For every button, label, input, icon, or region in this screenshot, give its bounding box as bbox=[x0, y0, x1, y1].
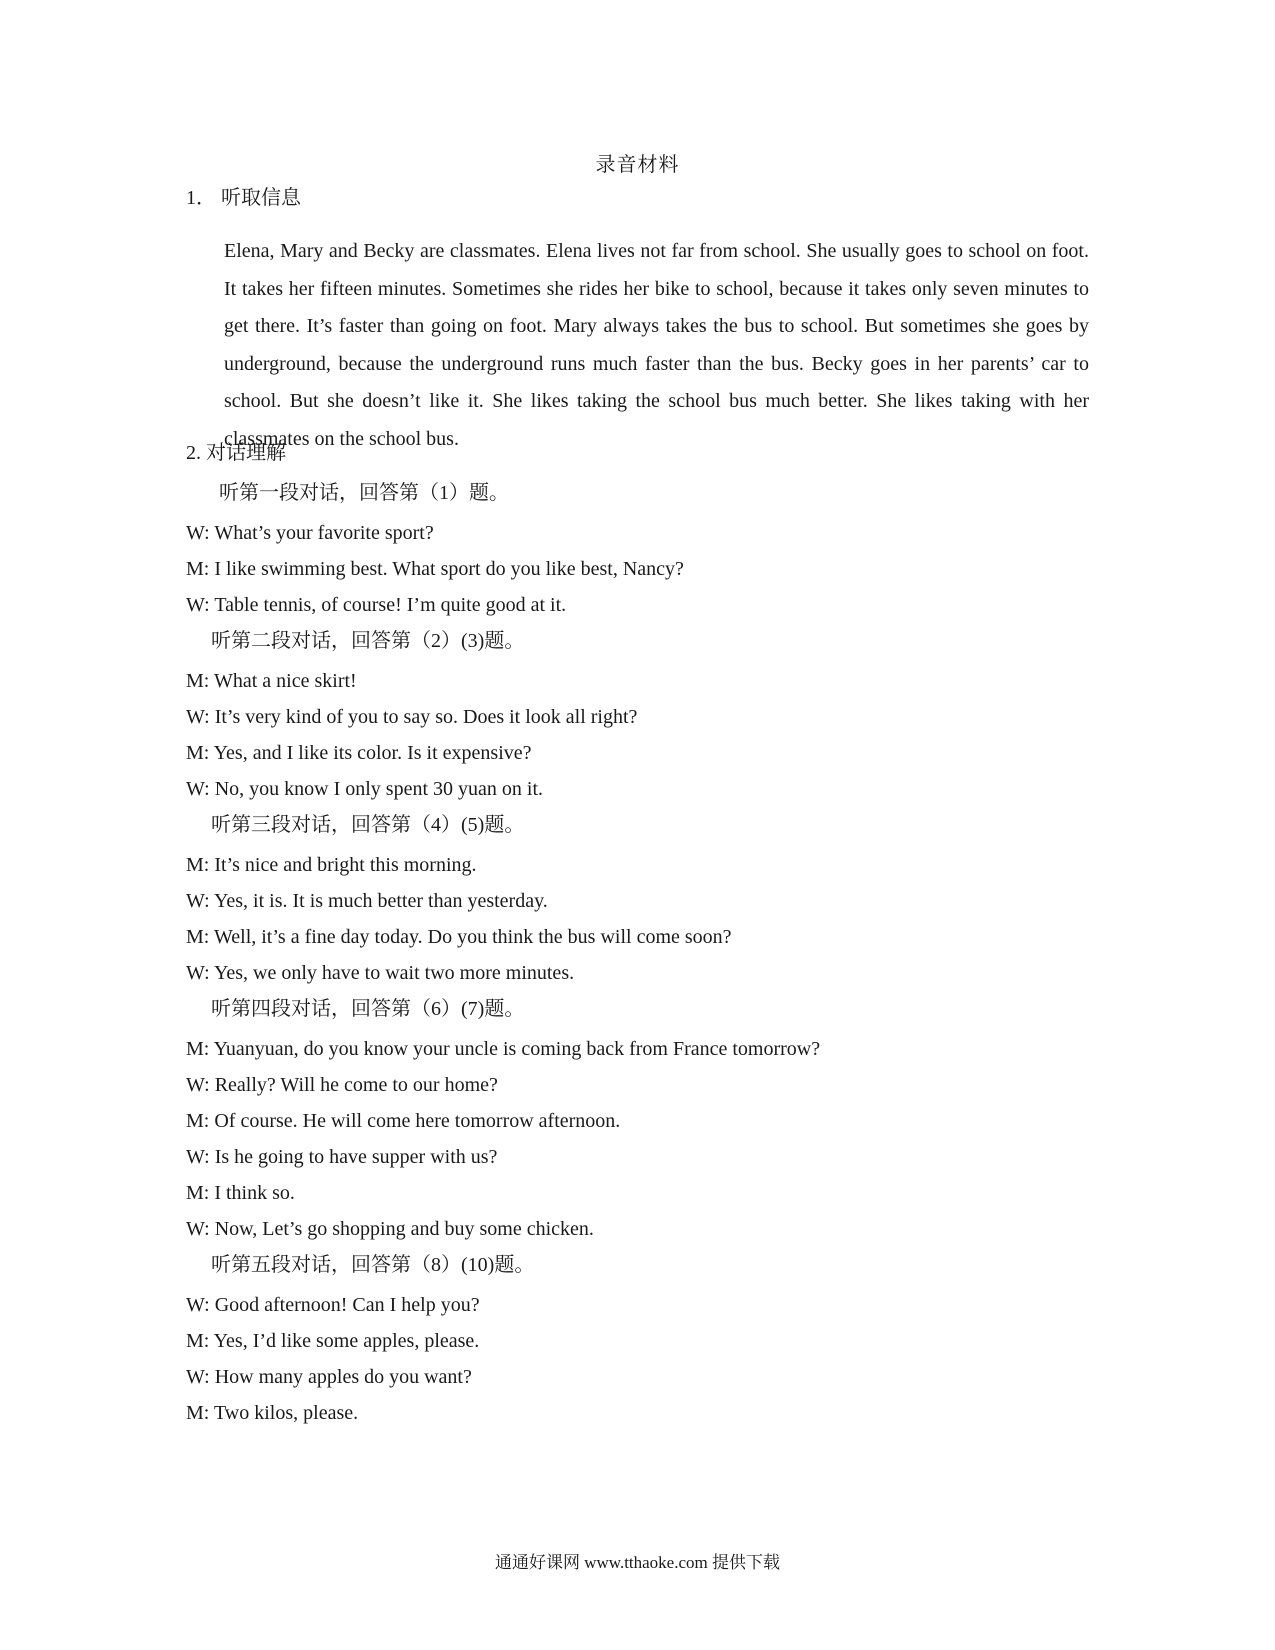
dialogue4-line: M: Yuanyuan, do you know your uncle is coming back from France tomorrow? bbox=[186, 1038, 821, 1060]
dialogue5-line: W: How many apples do you want? bbox=[186, 1366, 472, 1388]
dialogue3-line: M: Well, it’s a fine day today. Do you think the bus will come soon? bbox=[186, 926, 732, 948]
dialogue2-line: M: Yes, and I like its color. Is it expensive? bbox=[186, 742, 532, 764]
dialogue2-line: W: No, you know I only spent 30 yuan on it. bbox=[186, 778, 544, 800]
dialogue3-line: M: It’s nice and bright this morning. bbox=[186, 854, 477, 876]
dialogue2-cue: 听第二段对话，回答第（2）(3)题。 bbox=[211, 630, 525, 652]
section2-heading: 2. 对话理解 bbox=[186, 442, 286, 464]
dialogue2-line: M: What a nice skirt! bbox=[186, 670, 357, 692]
dialogue1-line: W: Table tennis, of course! I’m quite good at it. bbox=[186, 594, 567, 616]
page-footer: 通通好课网 www.tthaoke.com 提供下载 bbox=[494, 1553, 781, 1572]
dialogue1-line: W: What’s your favorite sport? bbox=[186, 522, 434, 544]
dialogue2-line: W: It’s very kind of you to say so. Does it look all right? bbox=[186, 706, 638, 728]
page-title: 录音材料 bbox=[595, 154, 680, 176]
dialogue3-line: W: Yes, it is. It is much better than yesterday. bbox=[186, 890, 548, 912]
dialogue5-line: W: Good afternoon! Can I help you? bbox=[186, 1294, 480, 1316]
dialogue1-cue: 听第一段对话，回答第（1）题。 bbox=[219, 482, 509, 504]
dialogue1-line: M: I like swimming best. What sport do you like best, Nancy? bbox=[186, 558, 684, 580]
dialogue5-line: M: Two kilos, please. bbox=[186, 1402, 359, 1424]
dialogue3-cue: 听第三段对话，回答第（4）(5)题。 bbox=[211, 814, 525, 836]
dialogue4-line: W: Is he going to have supper with us? bbox=[186, 1146, 498, 1168]
dialogue3-line: W: Yes, we only have to wait two more minutes. bbox=[186, 962, 575, 984]
section1-paragraph: Elena, Mary and Becky are classmates. Elena lives not far from school. She usually goes to school on foot. It takes her fifteen minutes. Sometimes she rides her bike to school, because it takes only seven minutes to get there. It’s faster than going on foot. Mary always takes the bus to school. But sometimes she goes by underground, because the underground runs much faster than the bus. Becky goes in her parents’ car to school. But she doesn’t like it. She likes taking the school bus much better. She likes taking with her classmates on the school bus. bbox=[224, 240, 1089, 450]
dialogue5-cue: 听第五段对话，回答第（8）(10)题。 bbox=[211, 1254, 535, 1276]
dialogue4-line: W: Now, Let’s go shopping and buy some chicken. bbox=[186, 1218, 594, 1240]
dialogue4-line: M: Of course. He will come here tomorrow afternoon. bbox=[186, 1110, 621, 1132]
dialogue4-line: M: I think so. bbox=[186, 1182, 295, 1204]
dialogue4-line: W: Really? Will he come to our home? bbox=[186, 1074, 498, 1096]
dialogue4-cue: 听第四段对话，回答第（6）(7)题。 bbox=[211, 998, 525, 1020]
section1-heading: 1． 听取信息 bbox=[186, 187, 301, 209]
dialogue5-line: M: Yes, I’d like some apples, please. bbox=[186, 1330, 480, 1352]
